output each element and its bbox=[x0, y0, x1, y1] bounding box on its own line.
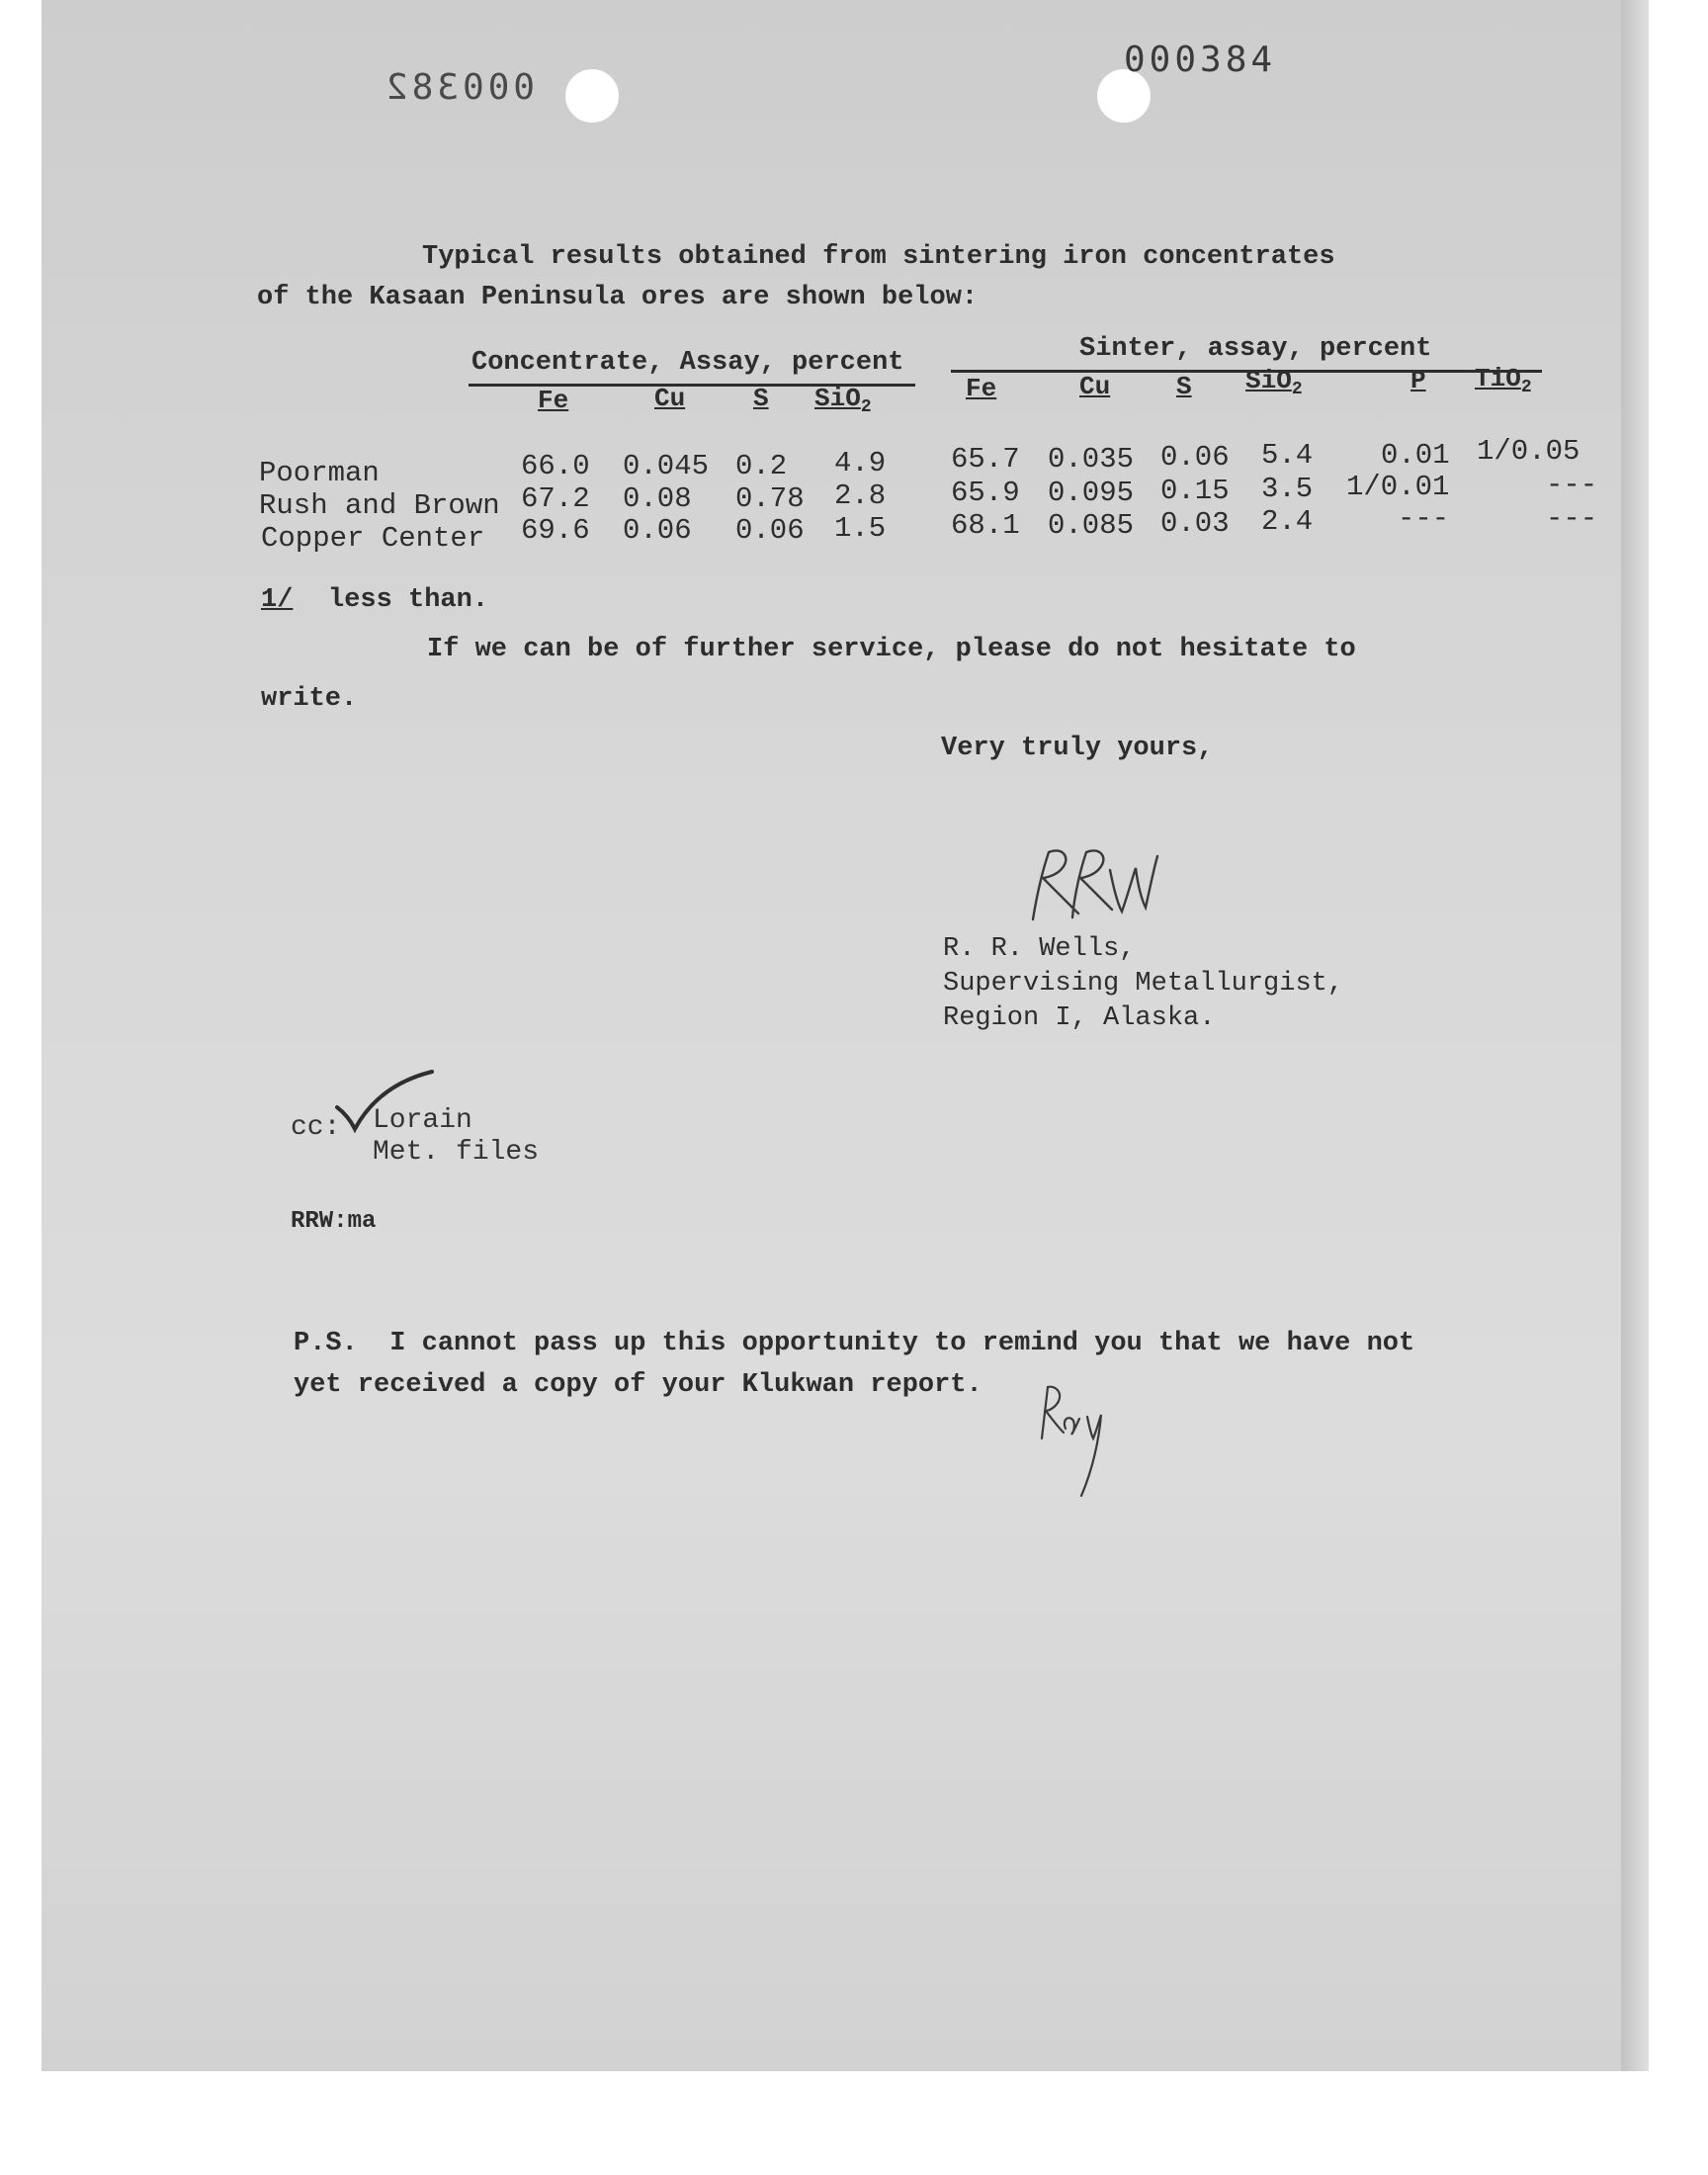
signer-region: Region I, Alaska. bbox=[943, 1003, 1216, 1033]
postscript-line-2: yet received a copy of your Klukwan report. bbox=[294, 1370, 982, 1400]
table-cell: 68.1 bbox=[951, 509, 1020, 542]
table-cell: 5.4 bbox=[1261, 439, 1314, 472]
table-cell: 0.06 bbox=[735, 514, 805, 547]
handwritten-ray-signoff bbox=[1030, 1379, 1124, 1503]
table-cell: 69.6 bbox=[521, 514, 590, 547]
sinter-col-cu: Cu bbox=[1079, 372, 1111, 401]
concentrate-group-header: Concentrate, Assay, percent bbox=[471, 348, 904, 378]
mirrored-page-stamp: 000382 bbox=[383, 67, 536, 108]
table-cell: 0.095 bbox=[1048, 477, 1135, 509]
table-cell: 67.2 bbox=[521, 482, 590, 515]
table-cell: 2.4 bbox=[1261, 505, 1314, 538]
sinter-col-tio2: TiO$_2$ bbox=[1475, 364, 1532, 397]
table-cell: 4.9 bbox=[834, 447, 887, 479]
footnote-text: less than. bbox=[328, 585, 489, 615]
table-cell: --- bbox=[1398, 502, 1450, 535]
table-cell: 0.06 bbox=[1160, 441, 1230, 474]
signer-title: Supervising Metallurgist, bbox=[943, 969, 1344, 999]
closing-line-2: write. bbox=[261, 684, 358, 714]
footnote-mark: 1/ bbox=[261, 585, 294, 615]
sinter-col-s: S bbox=[1176, 372, 1192, 401]
cc-item: Lorain bbox=[373, 1105, 472, 1136]
sinter-col-sio2: SiO$_2$ bbox=[1245, 366, 1303, 399]
table-cell: 0.08 bbox=[623, 482, 692, 515]
cc-item: Met. files bbox=[373, 1137, 540, 1168]
table-cell: 3.5 bbox=[1261, 473, 1314, 505]
cc-label: cc: bbox=[291, 1112, 341, 1143]
conc-col-s: S bbox=[753, 384, 769, 413]
typist-reference: RRW:ma bbox=[291, 1208, 377, 1235]
document-page bbox=[42, 0, 1649, 2071]
intro-line-2: of the Kasaan Peninsula ores are shown below: bbox=[257, 283, 979, 312]
table-cell: 0.045 bbox=[623, 450, 710, 482]
handwritten-initials-signature bbox=[1015, 840, 1163, 929]
conc-col-sio2: SiO$_2$ bbox=[814, 384, 872, 417]
table-cell: 65.9 bbox=[951, 477, 1020, 509]
paper-edge bbox=[1621, 0, 1649, 2071]
table-cell: 0.01 bbox=[1381, 439, 1450, 472]
page-stamp: 000384 bbox=[1124, 40, 1277, 80]
table-cell: --- bbox=[1546, 502, 1598, 535]
sinter-col-p: P bbox=[1410, 366, 1426, 395]
row-label: Poorman bbox=[259, 457, 380, 489]
intro-line-1: Typical results obtained from sintering iron concentrates bbox=[422, 242, 1335, 272]
row-label: Rush and Brown bbox=[259, 489, 500, 522]
conc-col-cu: Cu bbox=[654, 384, 686, 413]
closing-line-1: If we can be of further service, please do not hesitate to bbox=[427, 635, 1356, 664]
table-cell: 0.06 bbox=[623, 514, 692, 547]
table-cell: 0.2 bbox=[735, 450, 788, 482]
table-cell: 66.0 bbox=[521, 450, 590, 482]
punch-hole-left bbox=[565, 69, 619, 123]
valediction: Very truly yours, bbox=[941, 734, 1214, 763]
row-label: Copper Center bbox=[261, 522, 485, 555]
table-cell: --- bbox=[1546, 469, 1598, 501]
conc-col-fe: Fe bbox=[538, 386, 569, 415]
table-cell: 65.7 bbox=[951, 443, 1020, 476]
signer-name: R. R. Wells, bbox=[943, 934, 1136, 964]
table-cell: 1/0.05 bbox=[1477, 435, 1580, 468]
table-cell: 0.15 bbox=[1160, 475, 1230, 507]
table-cell: 2.8 bbox=[834, 479, 887, 512]
sinter-group-header: Sinter, assay, percent bbox=[1079, 334, 1432, 364]
table-cell: 1/0.01 bbox=[1346, 471, 1450, 503]
table-cell: 0.78 bbox=[735, 482, 805, 515]
sinter-col-fe: Fe bbox=[966, 374, 997, 403]
table-cell: 1.5 bbox=[834, 512, 887, 545]
table-cell: 0.035 bbox=[1048, 443, 1135, 476]
postscript-line-1: P.S. I cannot pass up this opportunity to remind you that we have not bbox=[294, 1329, 1415, 1358]
table-cell: 0.085 bbox=[1048, 509, 1135, 542]
table-cell: 0.03 bbox=[1160, 507, 1230, 540]
